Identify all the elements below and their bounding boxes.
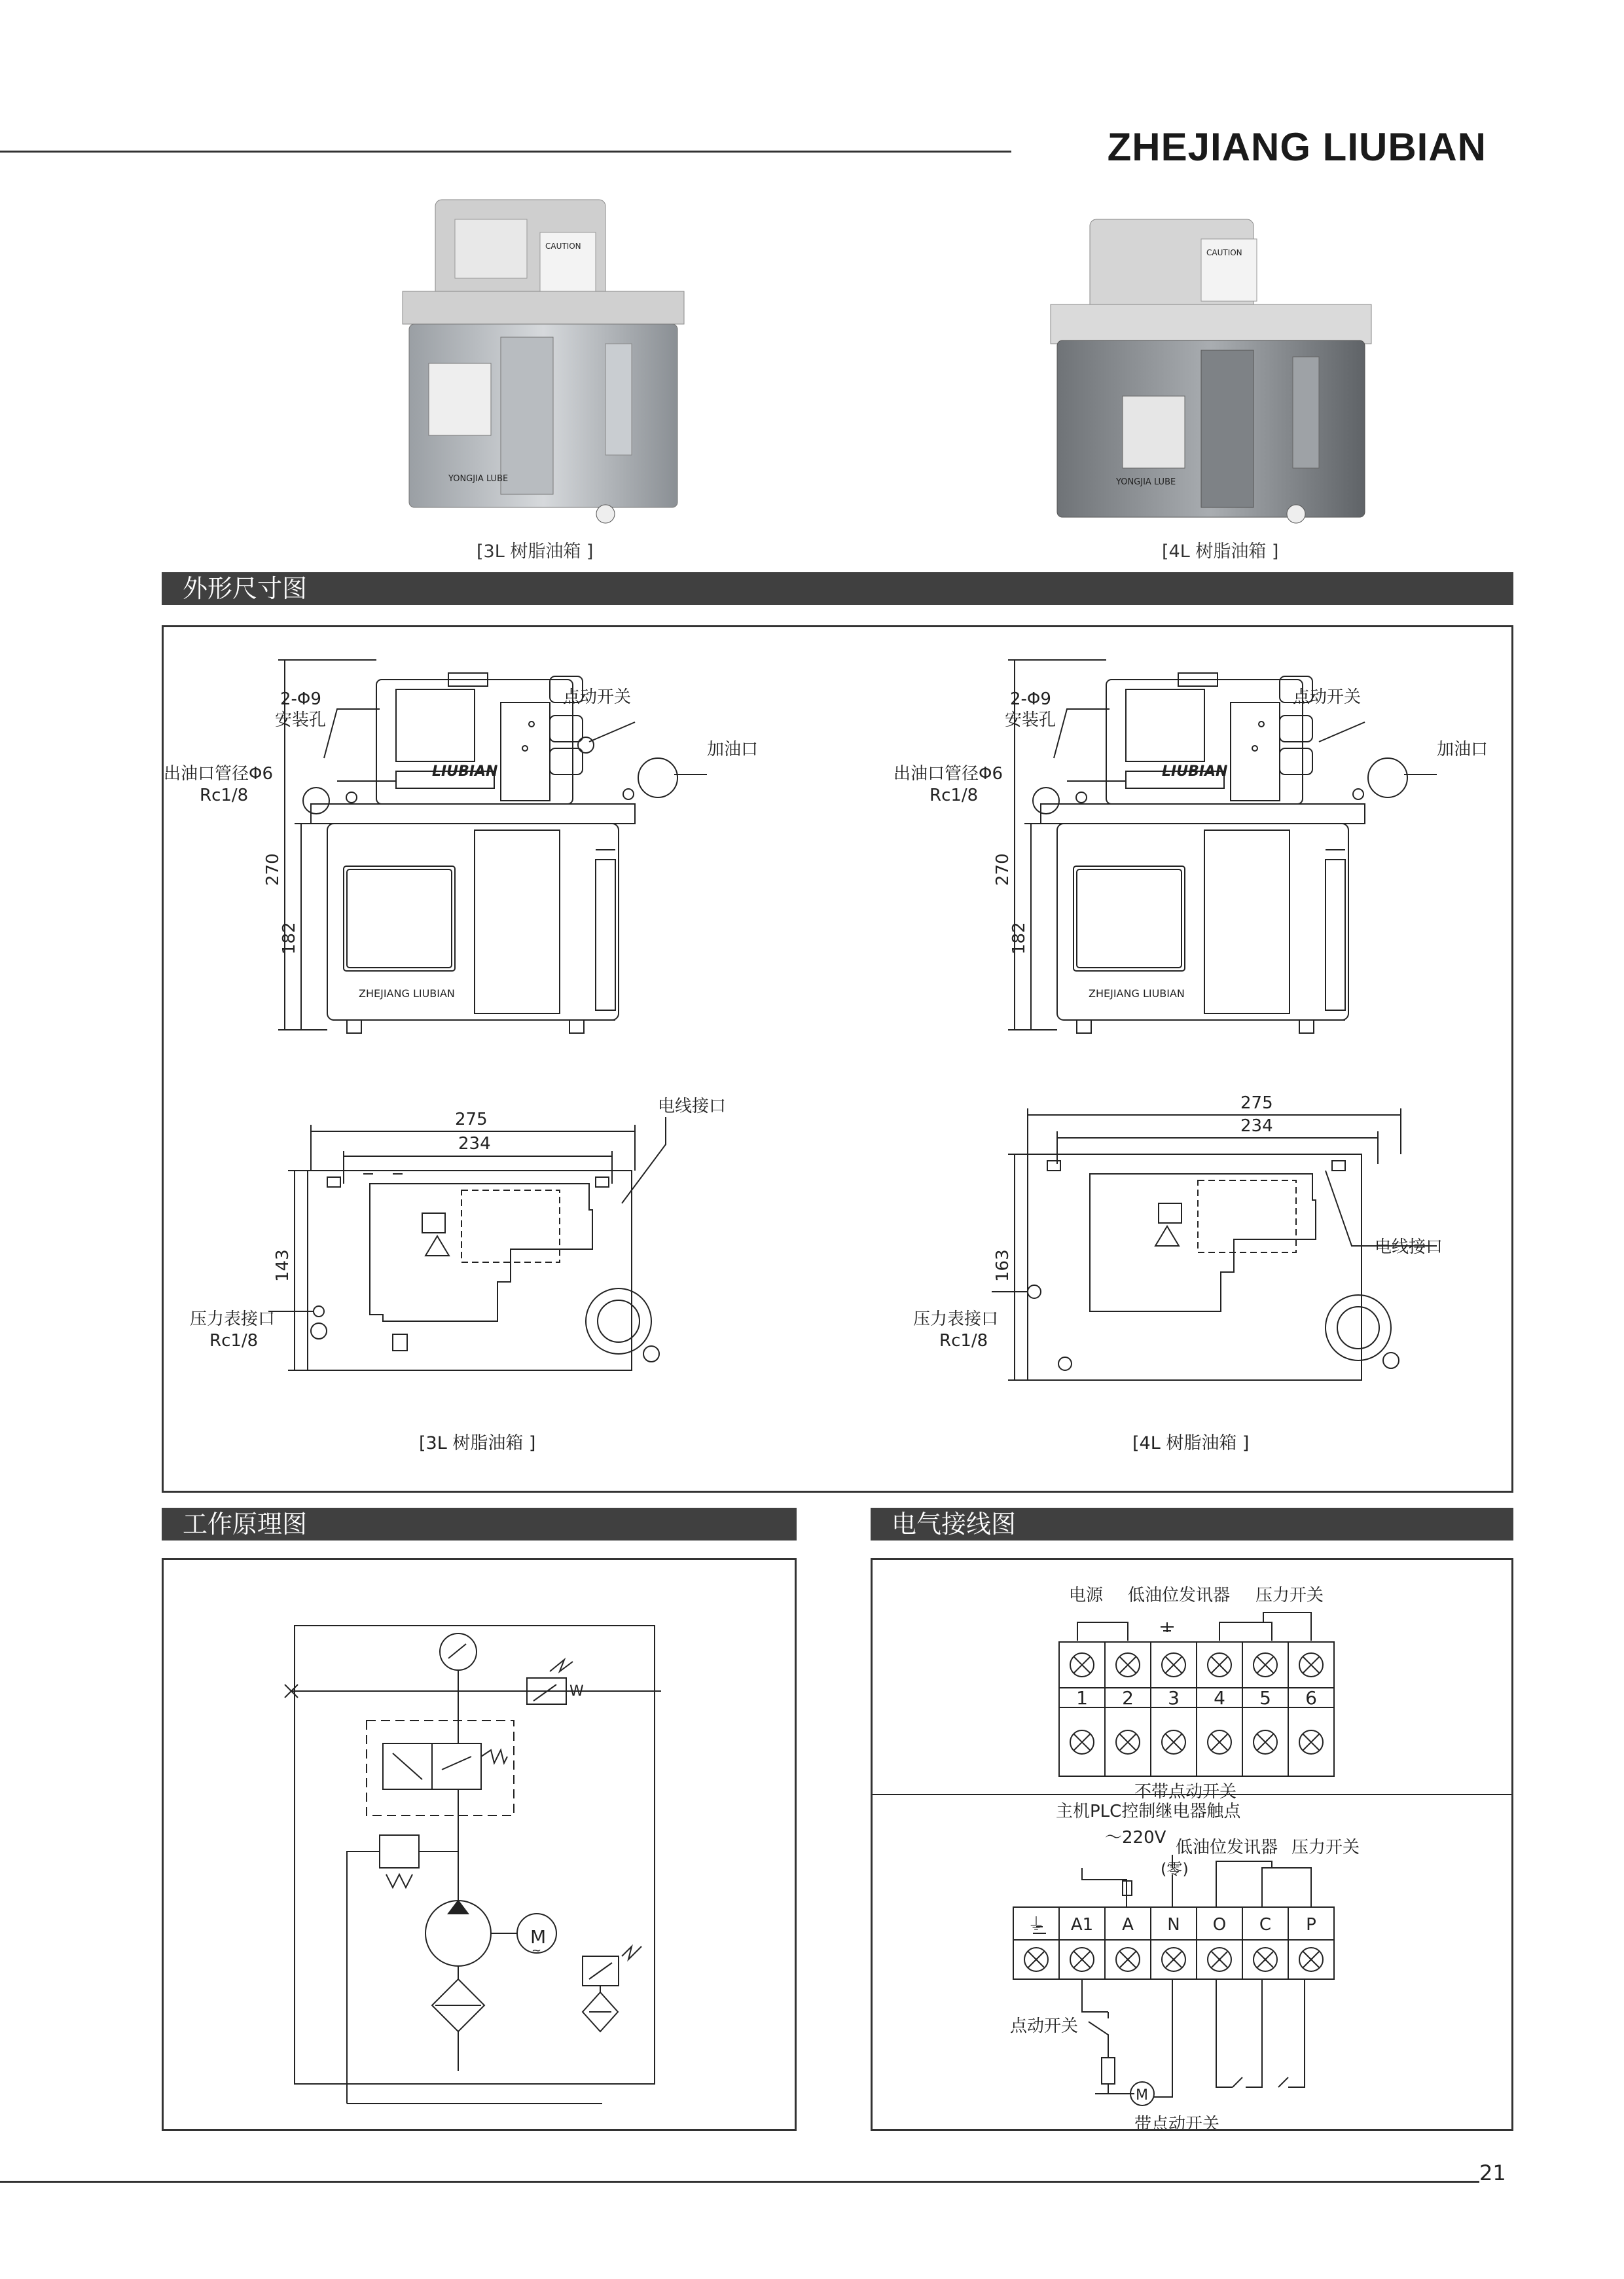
left-cable-port: 电线接口 xyxy=(658,1097,727,1116)
hydraulic-schematic xyxy=(164,1560,795,2129)
left-height-tank: 182 xyxy=(280,922,299,955)
wiring-caption-with-jog: 带点动开关 xyxy=(1134,2115,1220,2129)
principle-panel xyxy=(162,1558,797,2131)
motor-label: M xyxy=(530,1926,547,1948)
left-gauge-thread: Rc1/8 xyxy=(209,1331,259,1351)
left-outlet-label: 出油口管径Φ6 xyxy=(164,764,274,784)
footer-rule xyxy=(0,2181,1479,2183)
left-caption: [3L 树脂油箱 ] xyxy=(419,1433,536,1453)
product-photo-3l xyxy=(383,193,723,534)
wiring-label-pressure: 压力开关 xyxy=(1255,1586,1324,1605)
right-caption: [4L 树脂油箱 ] xyxy=(1132,1433,1250,1453)
dimensions-panel xyxy=(162,625,1513,1493)
left-jog-switch: 点动开关 xyxy=(563,687,632,707)
wiring-label-voltage: ～220V xyxy=(1105,1828,1166,1848)
terminal-number-5: 5 xyxy=(1259,1687,1271,1709)
section-title-wiring: 电气接线图 xyxy=(871,1508,1513,1541)
terminal-p: P xyxy=(1306,1915,1316,1935)
terminal-a: A xyxy=(1122,1915,1134,1935)
page-number: 21 xyxy=(1479,2160,1506,2185)
left-gauge-port: 压力表接口 xyxy=(190,1309,276,1329)
left-width-outer: 275 xyxy=(455,1110,488,1129)
left-mount-holes-label: 安装孔 xyxy=(275,710,327,730)
right-mount-holes: 2-Φ9 xyxy=(1010,689,1051,709)
right-outlet-label: 出油口管径Φ6 xyxy=(893,764,1003,784)
wiring-label-zero: (零) xyxy=(1161,1860,1189,1878)
section-title-dimensions: 外形尺寸图 xyxy=(162,572,1513,605)
left-mount-holes: 2-Φ9 xyxy=(280,689,321,709)
header-rule xyxy=(0,151,1011,153)
wiring-label-plc: 主机PLC控制继电器触点 xyxy=(1056,1802,1241,1821)
right-width-outer: 275 xyxy=(1240,1093,1273,1113)
terminal-number-2: 2 xyxy=(1122,1687,1134,1709)
wiring-label-low-oil: 低油位发讯器 xyxy=(1128,1586,1231,1605)
wiring-label-low-oil-2: 低油位发讯器 xyxy=(1176,1838,1278,1857)
section-title-principle: 工作原理图 xyxy=(162,1508,797,1541)
terminal-number-3: 3 xyxy=(1168,1687,1180,1709)
caution-label: CAUTION xyxy=(545,242,581,251)
left-tank-text: ZHEJIANG LIUBIAN xyxy=(359,987,455,1000)
wiring-label-jog: 点动开关 xyxy=(1010,2016,1079,2036)
caution-label-4l: CAUTION xyxy=(1206,248,1242,257)
motor-sub: ~ xyxy=(532,1944,542,1958)
right-tank-logo: LIUBIAN xyxy=(1162,763,1228,780)
right-width-inner: 234 xyxy=(1240,1116,1273,1136)
right-gauge-port: 压力表接口 xyxy=(913,1309,999,1329)
wiring-caption-no-jog: 不带点动开关 xyxy=(1134,1782,1237,1802)
tank-brand-text: YONGJIA LUBE xyxy=(448,474,509,484)
right-height-tank: 182 xyxy=(1009,922,1029,955)
left-depth: 143 xyxy=(273,1249,293,1282)
tank-brand-text-4l: YONGJIA LUBE xyxy=(1116,477,1176,487)
wiring-label-pressure-2: 压力开关 xyxy=(1291,1838,1360,1857)
dimensions-drawing xyxy=(164,627,1511,1491)
brand-title: ZHEJIANG LIUBIAN xyxy=(1107,125,1487,169)
wiring-label-power: 电源 xyxy=(1069,1586,1104,1605)
terminal-number-1: 1 xyxy=(1076,1687,1088,1709)
left-width-inner: 234 xyxy=(458,1134,491,1154)
left-tank-logo: LIUBIAN xyxy=(432,763,498,780)
terminal-c: C xyxy=(1259,1915,1272,1935)
photo-caption-4l: [4L 树脂油箱 ] xyxy=(1162,541,1279,562)
terminal-screws-bottom xyxy=(1024,1948,1323,1971)
left-height-total: 270 xyxy=(263,853,283,886)
right-outlet-thread: Rc1/8 xyxy=(929,786,979,805)
right-fill-port: 加油口 xyxy=(1437,740,1489,759)
product-photo-4l xyxy=(1038,193,1391,534)
terminal-number-6: 6 xyxy=(1305,1687,1317,1709)
right-dimension-labels xyxy=(893,687,1488,1453)
right-gauge-thread: Rc1/8 xyxy=(939,1331,988,1351)
terminal-ground: ⏚ xyxy=(1027,1915,1045,1935)
right-depth: 163 xyxy=(993,1249,1013,1282)
terminal-number-4: 4 xyxy=(1214,1687,1225,1709)
wiring-panel xyxy=(871,1558,1513,2131)
left-fill-port: 加油口 xyxy=(707,740,759,759)
left-outlet-thread: Rc1/8 xyxy=(200,786,249,805)
terminal-a1: A1 xyxy=(1070,1915,1094,1935)
right-cable-port: 电线接口 xyxy=(1375,1237,1443,1257)
wiring-diagram xyxy=(873,1560,1511,2129)
right-mount-holes-label: 安装孔 xyxy=(1005,710,1056,730)
right-jog-switch: 点动开关 xyxy=(1293,687,1362,707)
terminal-n: N xyxy=(1167,1915,1180,1935)
left-dimension-labels xyxy=(164,687,758,1453)
terminal-o: O xyxy=(1212,1915,1227,1935)
wiring-motor-label: M xyxy=(1136,2087,1148,2104)
switch-w-label: W xyxy=(569,1683,584,1700)
right-height-total: 270 xyxy=(993,853,1013,886)
right-tank-text: ZHEJIANG LIUBIAN xyxy=(1089,987,1185,1000)
photo-caption-3l: [3L 树脂油箱 ] xyxy=(477,541,594,562)
